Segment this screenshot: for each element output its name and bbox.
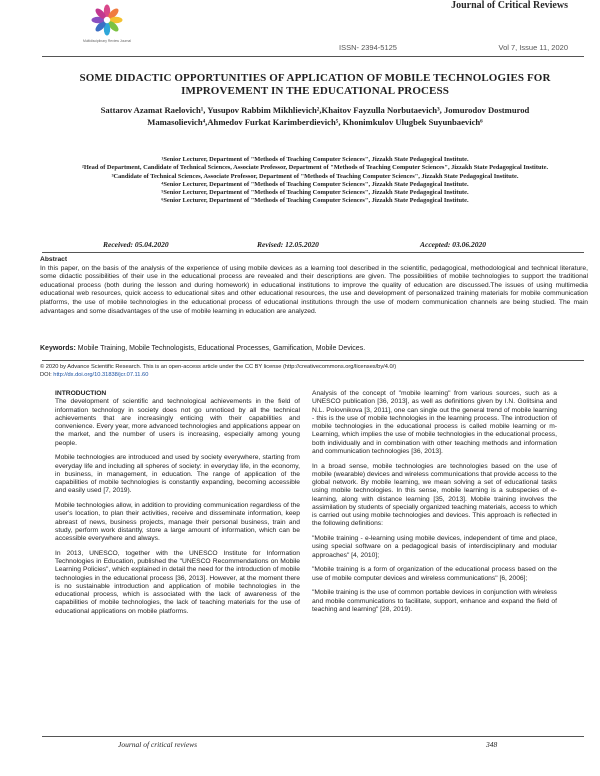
paragraph: "Mobile training is a form of organization of the educational process based on the use of mobile computer devices and wireless communications" [6, 2006]; [312,566,557,582]
affiliation: ³Candidate of Technical Sciences, Associate Professor, Department of "Methods of Teaching Computer Sciences", Jizzakh State Pedagogical Institute. [111,172,519,180]
affiliation: ⁴Senior Lecturer, Department of "Methods of Teaching Computer Sciences", Jizzakh State Pedagogical Institute. [161,180,469,188]
paragraph: Mobile technologies allow, in addition to providing communication regardless of the user's location, to plan their activities, receive and disseminate information, keep abreast of news, business projects, manage their personal business, train and study, perform work distantly, store a large amount of information, which can be accessible everywhere and always. [55,502,300,542]
paragraph: In 2013, UNESCO, together with the UNESCO Institute for Information Technologies in Education, published the "UNESCO Recommendations on Mobile Learning Policies", which explained in detail the need for the introduction of mobile technologies in the educational process [36, 2013]. However, at the moment there is no sustainable introduction and application of mobile technologies in the educational process, which is associated with the lack of awareness of the capabilities of mobile technologies, the lack of teaching materials for the use of educational applications on mobile platforms. [55,549,300,615]
affiliations [50,156,580,206]
affiliation: ⁵Senior Lecturer, Department of "Methods of Teaching Computer Sciences", Jizzakh State Pedagogical Institute. [161,189,469,197]
dates-divider [42,252,584,253]
journal-name: Journal of Critical Reviews [451,0,568,11]
journal-logo [78,4,136,46]
keywords [40,345,588,352]
affiliation: ²Head of Department, Candidate of Technical Sciences, Associate Professor, Department of "Methods of Teaching Computer Sciences", Jizzakh State Pedagogical Institute. [81,164,549,172]
abstract-text: In this paper, on the basis of the analysis of the experience of using mobile devices as a learning tool described in the scientific, pedagogical, methodological and technical literature, some didactic possibilities of their use in the educational process are revealed and their descriptions are given. The possibilities of mobile technologies to support the traditional educational process (both during the lesson and during homework) in educational institutions to improve the quality of education are discussed.The issues of using multimedia educational web resources, quick access to educational sites and other educational resources, the use and development of personalized training materials for mobile communication platforms, the use of mobile technologies in the educational process of educational institutions through the use of modern communication channels are being studied. The main advantages and some disadvantages of the use of mobile learning in education are analyzed. [40,264,588,315]
copyright-line: © 2020 by Advance Scientific Research. This is an open-access article under the CC BY license (http://creativecommons.org/licenses/by/4.0/) [40,364,397,370]
footer-divider [42,736,584,737]
copyright [40,364,588,379]
page-number: 348 [486,740,498,749]
issn: ISSN- 2394-5125 [339,43,397,52]
revised-date: Revised: 12.05.2020 [257,240,319,249]
paper-title: SOME DIDACTIC OPPORTUNITIES OF APPLICATION OF MOBILE TECHNOLOGIES FOR IMPROVEMENT IN THE EDUCATIONAL PROCESS [79,72,551,97]
left-column [55,390,300,622]
paragraph: The development of scientific and technological achievements in the field of information technology in society does not go unnoticed by all the technical achievements that are increasingly enticing with their capabilities and convenience. Every year, more advanced technologies and applications appear on the market, and the number of users is increasing, especially among young people. [55,398,300,447]
affiliation: ⁶Senior Lecturer, Department of "Methods of Teaching Computer Sciences", Jizzakh State Pedagogical Institute. [161,197,469,205]
affiliation: ¹Senior Lecturer, Department of "Methods of Teaching Computer Sciences", Jizzakh State Pedagogical Institute. [161,156,469,163]
keywords-label: Keywords: [40,345,76,352]
introduction-heading: INTRODUCTION [55,390,107,397]
right-column [312,390,557,621]
volume-issue: Vol 7, Issue 11, 2020 [498,43,568,52]
logo-text: Multidisciplinary Review Journal [82,39,132,43]
author-list: Sattarov Azamat Raelovich¹, Yusupov Rabbim Mikhlievich²,Khaitov Fayzulla Norbutaevich³, Jomurodov Dostmurod Mamasolievich⁴,Ahmedov Furkat Karimberdievich⁵, Khonimkulov Ulugbek Suyunbaevich⁶ [100,105,530,127]
paragraph: "Mobile training is the use of common portable devices in conjunction with wireless and mobile communications to facilitate, support, enhance and expand the field of teaching and learning" [28, 2019). [312,589,557,613]
accepted-date: Accepted: 03.06.2020 [420,240,487,249]
doi-label: DOI: [40,371,52,378]
abstract [40,256,588,316]
header-divider [42,56,584,57]
paragraph: Analysis of the concept of "mobile learning" from various sources, such as a UNESCO publication [36, 2013], as well as definitions given by I.N. Golitsina and N.L. Polovnikova [3, 2011], one can single out the general trend of mobile learning - this is the use of mobile technologies in the learning process. The introduction of mobile technologies in the educational process is called mobile learning or m-Learning, which implies the use of mobile technologies in the educational process, both individually and in combination with other teaching methods and information and communication technologies [36, 2013]. [312,390,557,455]
footer-journal: Journal of critical reviews [118,740,198,749]
doi [40,372,588,380]
paragraph: "Mobile training - e-learning using mobile devices, independent of time and place, using special software on a pedagogical basis of interdisciplinary and modular approaches" [4, 2010]; [312,535,557,559]
received-date: Received: 05.04.2020 [103,240,169,249]
keywords-divider [42,360,584,361]
paragraph: In a broad sense, mobile technologies are technologies based on the use of mobile (wearable) devices and wireless communications that provide access to the global network. By mobile learning, we mean solving a set of educational tasks using mobile technologies. In this sense, mobile learning is a subspecies of e-learning, along with distance learning [35, 2013]. Mobile training involves the assimilation by students of specially organized teaching materials, access to which is carried out using mobile technologies and devices. This approach is reflected in the following definitions: [312,462,557,528]
doi-link[interactable]: http://dx.doi.org/10.31838/jcr.07.11.60 [53,371,149,378]
keywords-text: Mobile Training, Mobile Technologists, Educational Processes, Gamification, Mobile Devices. [77,345,366,352]
paragraph: Mobile technologies are introduced and used by society everywhere, starting from everyday life and including all spheres of society: in everyday life, in the economy, in business, in management, in education. The range of application of the capabilities of mobile technologies is constantly expanding, becoming accessible and easily used [7, 2019). [55,454,300,495]
abstract-heading: Abstract [40,256,68,263]
